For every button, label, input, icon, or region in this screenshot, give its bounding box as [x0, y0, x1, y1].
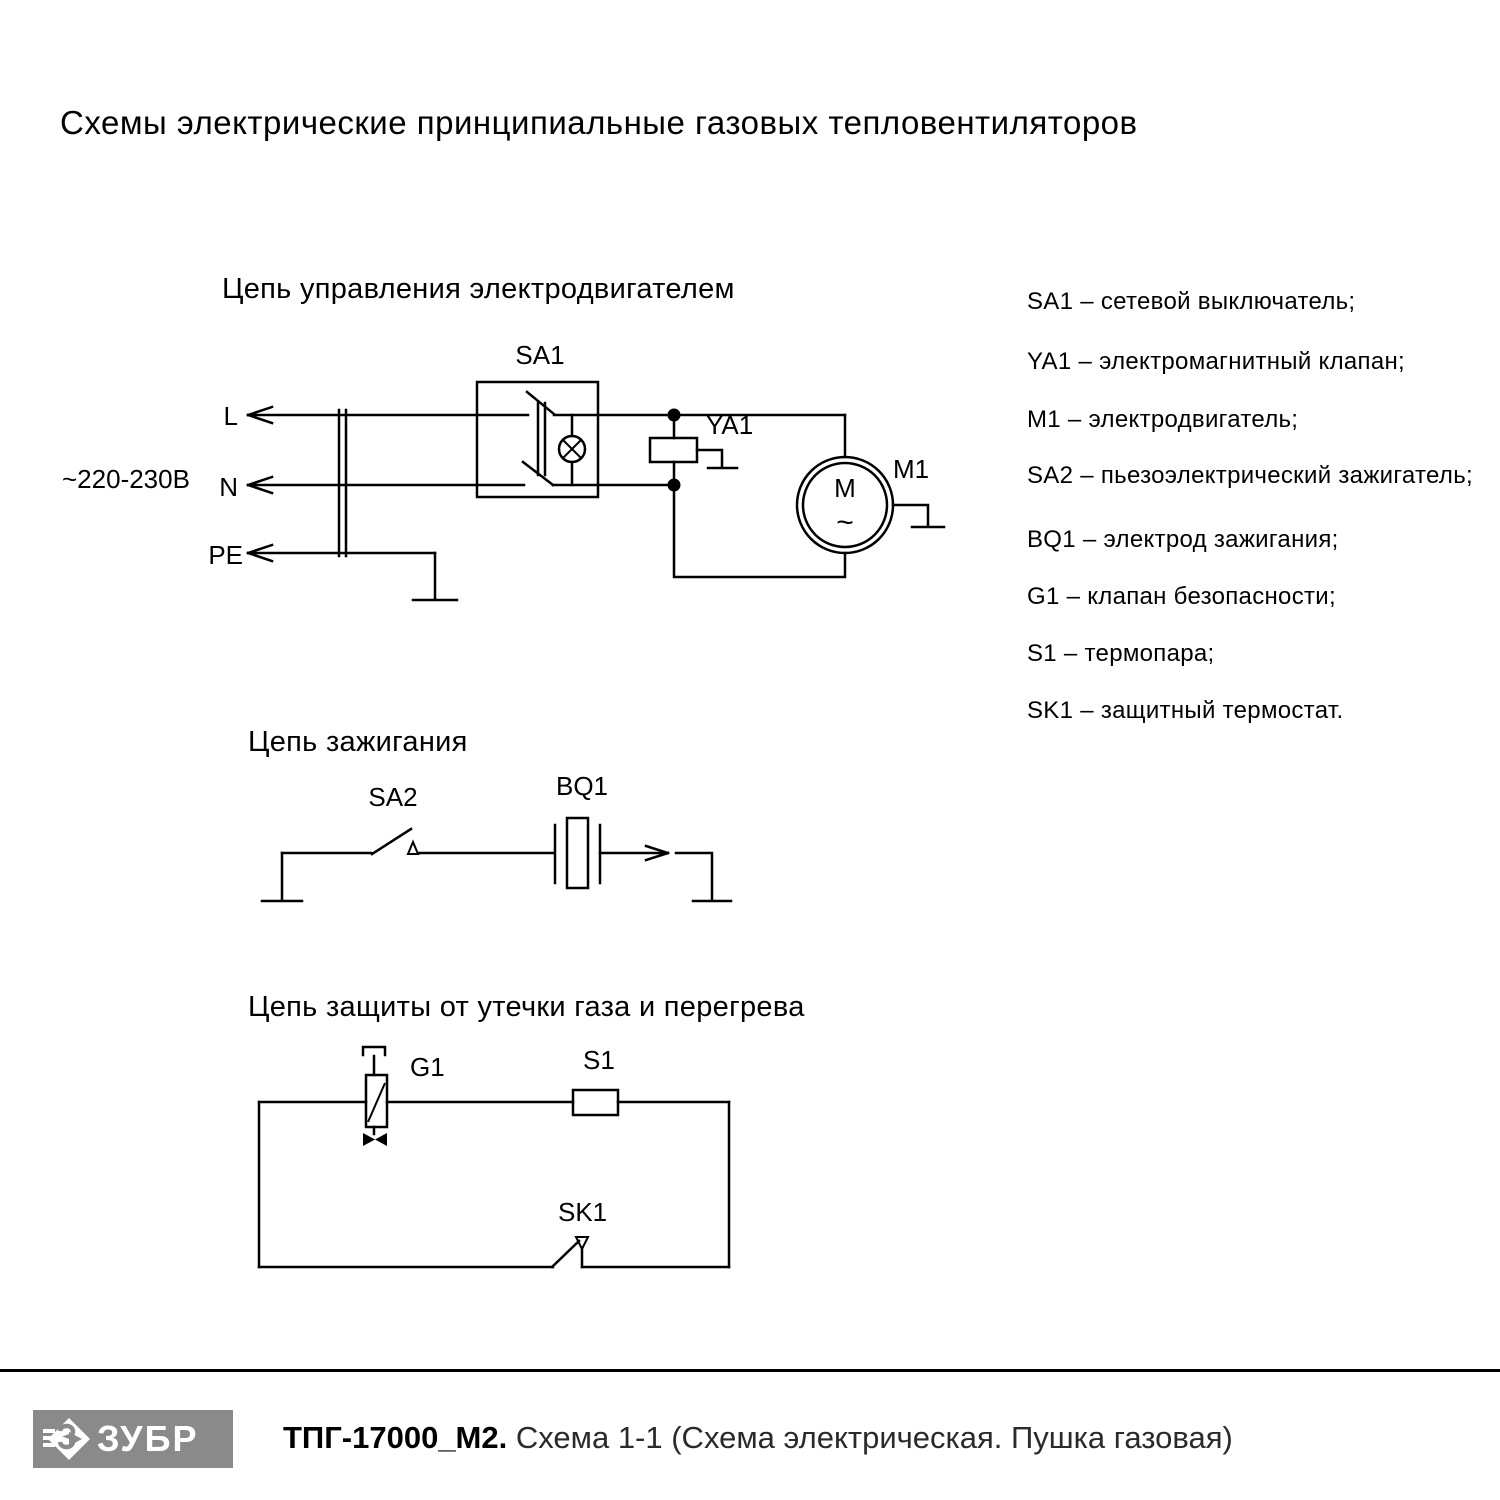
wire-label-l: L — [223, 401, 238, 431]
bq1-label: BQ1 — [555, 771, 609, 801]
footer-divider — [0, 1369, 1500, 1372]
cable-marker — [339, 410, 346, 556]
pe-ground-icon — [413, 553, 457, 600]
legend-item: G1 – клапан безопасности; — [1027, 583, 1336, 610]
sa1-label: SA1 — [515, 340, 565, 370]
lamp-icon — [559, 415, 585, 485]
legend-item: S1 – термопара; — [1027, 640, 1215, 667]
schema-caption: Схема 1-1 (Схема электрическая. Пушка газовая) — [515, 1420, 1233, 1455]
circuit2-title: Цепь зажигания — [248, 726, 468, 758]
g1-label: G1 — [410, 1052, 445, 1082]
spark-arrow — [600, 846, 668, 860]
legend-item: M1 – электродвигатель; — [1027, 406, 1299, 433]
model-number: ТПГ-17000_М2. — [283, 1420, 508, 1455]
legend-item: YA1 – электромагнитный клапан; — [1027, 348, 1406, 375]
circuit1-diagram — [40, 335, 960, 625]
page-title: Схемы электрические принципиальные газовых тепловентиляторов — [60, 104, 1138, 141]
valve-triangle-right — [375, 1133, 387, 1146]
thermocouple-tip-icon — [363, 1047, 385, 1055]
motor-ground-icon — [893, 505, 944, 527]
sk1-thermostat-symbol — [552, 1237, 588, 1267]
sa2-label: SA2 — [368, 782, 418, 812]
circuit1-title: Цепь управления электродвигателем — [222, 273, 735, 305]
sa1-switch-symbol — [477, 382, 845, 497]
ya1-label: YA1 — [706, 410, 754, 440]
g1-valve-symbol — [363, 1047, 387, 1146]
legend-item: SK1 – защитный термостат. — [1027, 697, 1344, 724]
legend-item: SA2 – пьезоэлектрический зажигатель; — [1027, 462, 1473, 489]
sa2-switch-symbol — [282, 829, 553, 854]
circuit3-diagram — [240, 1035, 760, 1285]
m1-label: M1 — [893, 454, 930, 484]
legend-item: SA1 – сетевой выключатель; — [1027, 288, 1356, 315]
legend-item: BQ1 – электрод зажигания; — [1027, 526, 1339, 553]
motor-letter: M — [834, 473, 856, 503]
ya1-ground-icon — [697, 450, 737, 468]
voltage-label: ~220-230В — [62, 464, 190, 494]
brand-name: ЗУБР — [97, 1418, 199, 1459]
bq1-electrode-symbol — [555, 818, 600, 888]
wire-label-pe: PE — [208, 540, 243, 570]
ignition-right-ground-icon — [676, 853, 731, 901]
circuit2-diagram — [250, 770, 750, 920]
zubr-logo — [33, 1410, 233, 1468]
zubr-logo-icon — [43, 1415, 91, 1463]
s1-label: S1 — [583, 1045, 615, 1075]
footer-caption-line — [283, 1420, 1233, 1456]
protection-loop — [259, 1102, 729, 1267]
circuit3-title: Цепь защиты от утечки газа и перегрева — [248, 991, 805, 1023]
supply-lines — [248, 407, 477, 600]
sk1-label: SK1 — [558, 1197, 608, 1227]
wire-label-n: N — [219, 472, 238, 502]
s1-thermocouple-symbol — [573, 1090, 618, 1115]
motor-ac-icon: ~ — [836, 506, 854, 539]
ignition-left-ground-icon — [262, 853, 302, 901]
